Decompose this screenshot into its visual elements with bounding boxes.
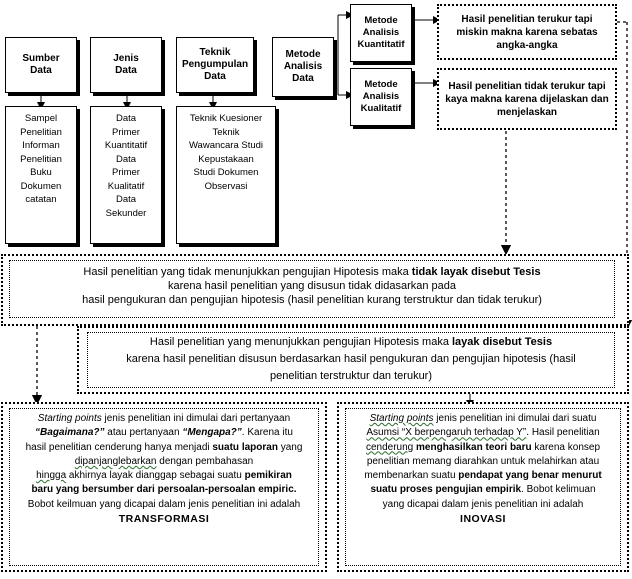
metode-analisis-box (272, 37, 334, 97)
transformasi-line2: atau pertanyaan (104, 427, 183, 439)
jenis-data-box (90, 37, 162, 93)
tidak-layak-line2: karena hasil penelitian yang disusun tidak didasarkan pada (167, 280, 457, 292)
question-bagaimana: “Bagaimana?” (35, 427, 105, 439)
metode-analisis-label: Metode Analisis Data (283, 49, 323, 84)
hasil-tidak-terukur-text: Hasil penelitian tidak terukur tapi kaya makna karena dijelaskan dan menjelaskan (445, 80, 609, 118)
list-item: Kualitatif (107, 180, 145, 192)
kuantitatif-box (350, 4, 412, 62)
transformasi-line4-wave: dipanjanglebarkan (74, 455, 157, 467)
inovasi-line5: membenarkan suatu (364, 470, 459, 482)
list-item: Studi Dokumen (193, 167, 259, 178)
inovasi-line3-wave: cenderung (365, 441, 414, 453)
inovasi-line7: yang dicapai dalam jenis penelitian ini adalah (382, 498, 584, 510)
layak-line3: penelitian terstruktur dan terukur) (269, 370, 433, 382)
transformasi-line7: Bobot keilmuan yang dicapai dalam jenis penelitian ini adalah (27, 498, 301, 510)
transformasi-inner-box (9, 408, 319, 566)
teknik-pengumpulan-box (176, 37, 254, 93)
tidak-layak-inner-box (9, 260, 615, 318)
list-item: Kuantitatif (104, 140, 148, 151)
list-item: Data (115, 113, 137, 124)
question-mengapa: “Mengapa?” (182, 427, 242, 439)
layak-text: Hasil penelitian yang menunjukkan pengujian Hipotesis maka (149, 336, 452, 348)
list-item: Data (115, 153, 137, 165)
hasil-tidak-terukur-box (437, 68, 617, 130)
list-item: Penelitian (20, 153, 62, 165)
list-item: Observasi (204, 180, 248, 192)
transformasi-line6: baru yang bersumber dari persoalan-persoalan empiric. (31, 484, 297, 496)
list-item: Dokumen (20, 180, 62, 192)
inovasi-line6: . Bobot kelimuan (521, 484, 596, 496)
transformasi-line4: dengan pembahasan (156, 455, 254, 467)
kualitatif-label: Metode Analisis Kualitatif (360, 79, 402, 114)
teknik-list-box (176, 106, 276, 244)
layak-line1 (88, 334, 614, 351)
inovasi-line2: . Hasil penelitian (526, 427, 600, 439)
hasil-terukur-box (437, 4, 617, 60)
list-item: Teknik (212, 126, 240, 138)
tidak-layak-emphasis: tidak layak disebut Tesis (411, 266, 541, 278)
inovasi-inner-box (345, 408, 621, 566)
list-item: Sampel (24, 113, 58, 124)
kuantitatif-label: Metode Analisis Kuantitatif (357, 15, 405, 50)
transformasi-line5-wave: hingga (36, 470, 67, 482)
inovasi-teori-baru: menghasilkan teori baru (416, 441, 532, 453)
list-item: Primer (112, 126, 140, 138)
inovasi-starting-points: Starting points (369, 413, 434, 424)
transformasi-pemikiran: pemikiran (244, 470, 292, 482)
jenis-list-box (90, 106, 162, 244)
inovasi-pengujian: suatu proses pengujian empirik (370, 484, 522, 496)
transformasi-starting-points: Starting points (37, 413, 102, 424)
tidak-layak-line3: hasil pengukuran dan pengujian hipotesis (hasil penelitian kurang terstruktur dan tidak terukur) (82, 294, 542, 306)
sumber-data-label: Sumber Data (22, 53, 60, 76)
transformasi-line3: hasil penelitian cenderung hanya menjadi (25, 441, 213, 453)
list-item: Data (115, 194, 137, 205)
layak-outer-box (77, 326, 629, 394)
inovasi-line1: jenis penelitian ini dimulai dari suatu (433, 413, 597, 424)
transformasi-outer-box (1, 402, 327, 572)
tidak-layak-outer-box (1, 254, 629, 326)
transformasi-line1: jenis penelitian ini dimulai dari pertanyaan (101, 413, 291, 424)
inovasi-line4: penelitian memang diarahkan untuk melahirkan atau (366, 455, 600, 467)
sumber-data-box (5, 37, 77, 93)
inovasi-outer-box (337, 402, 629, 572)
list-item: Primer (112, 167, 140, 178)
list-item: catatan (25, 194, 57, 205)
hasil-terukur-text: Hasil penelitian terukur tapi miskin makna karena sebatas angka-angka (456, 13, 598, 51)
transformasi-label: TRANSFORMASI (118, 513, 210, 526)
teknik-pengumpulan-label: Teknik Pengumpulan Data (181, 47, 249, 82)
transformasi-laporan: suatu laporan (212, 441, 278, 453)
transformasi-line2-end: . Karena itu (241, 427, 293, 439)
layak-line2: karena hasil penelitian disusun berdasarkan hasil pengukuran dan pengujian hipotesis (hasil (126, 353, 576, 365)
inovasi-asumsi: Asumsi “X berpengaruh terhadap Y” (366, 427, 527, 439)
transformasi-line5: akhirnya layak dianggap sebagai suatu (66, 470, 245, 482)
list-item: Buku (30, 167, 52, 178)
layak-inner-box (87, 332, 615, 388)
jenis-data-label: Jenis Data (113, 53, 139, 76)
list-item: Penelitian (20, 126, 62, 138)
list-item: Kepustakaan (198, 153, 254, 165)
list-item: Informan (22, 140, 60, 151)
tidak-layak-line1 (10, 265, 614, 279)
inovasi-label: INOVASI (460, 513, 506, 526)
sumber-list-box (5, 106, 77, 244)
transformasi-line3-end: yang (277, 441, 303, 453)
list-item: Wawancara Studi (188, 140, 264, 151)
list-item: Teknik Kuesioner (189, 113, 263, 124)
inovasi-pendapat: pendapat yang benar menurut (458, 470, 602, 482)
list-item: Sekunder (105, 207, 147, 219)
inovasi-line3: karena konsep (531, 441, 601, 453)
tidak-layak-text: Hasil penelitian yang tidak menunjukkan pengujian Hipotesis maka (83, 266, 412, 278)
layak-emphasis: layak disebut Tesis (452, 336, 553, 348)
kualitatif-box (350, 68, 412, 126)
